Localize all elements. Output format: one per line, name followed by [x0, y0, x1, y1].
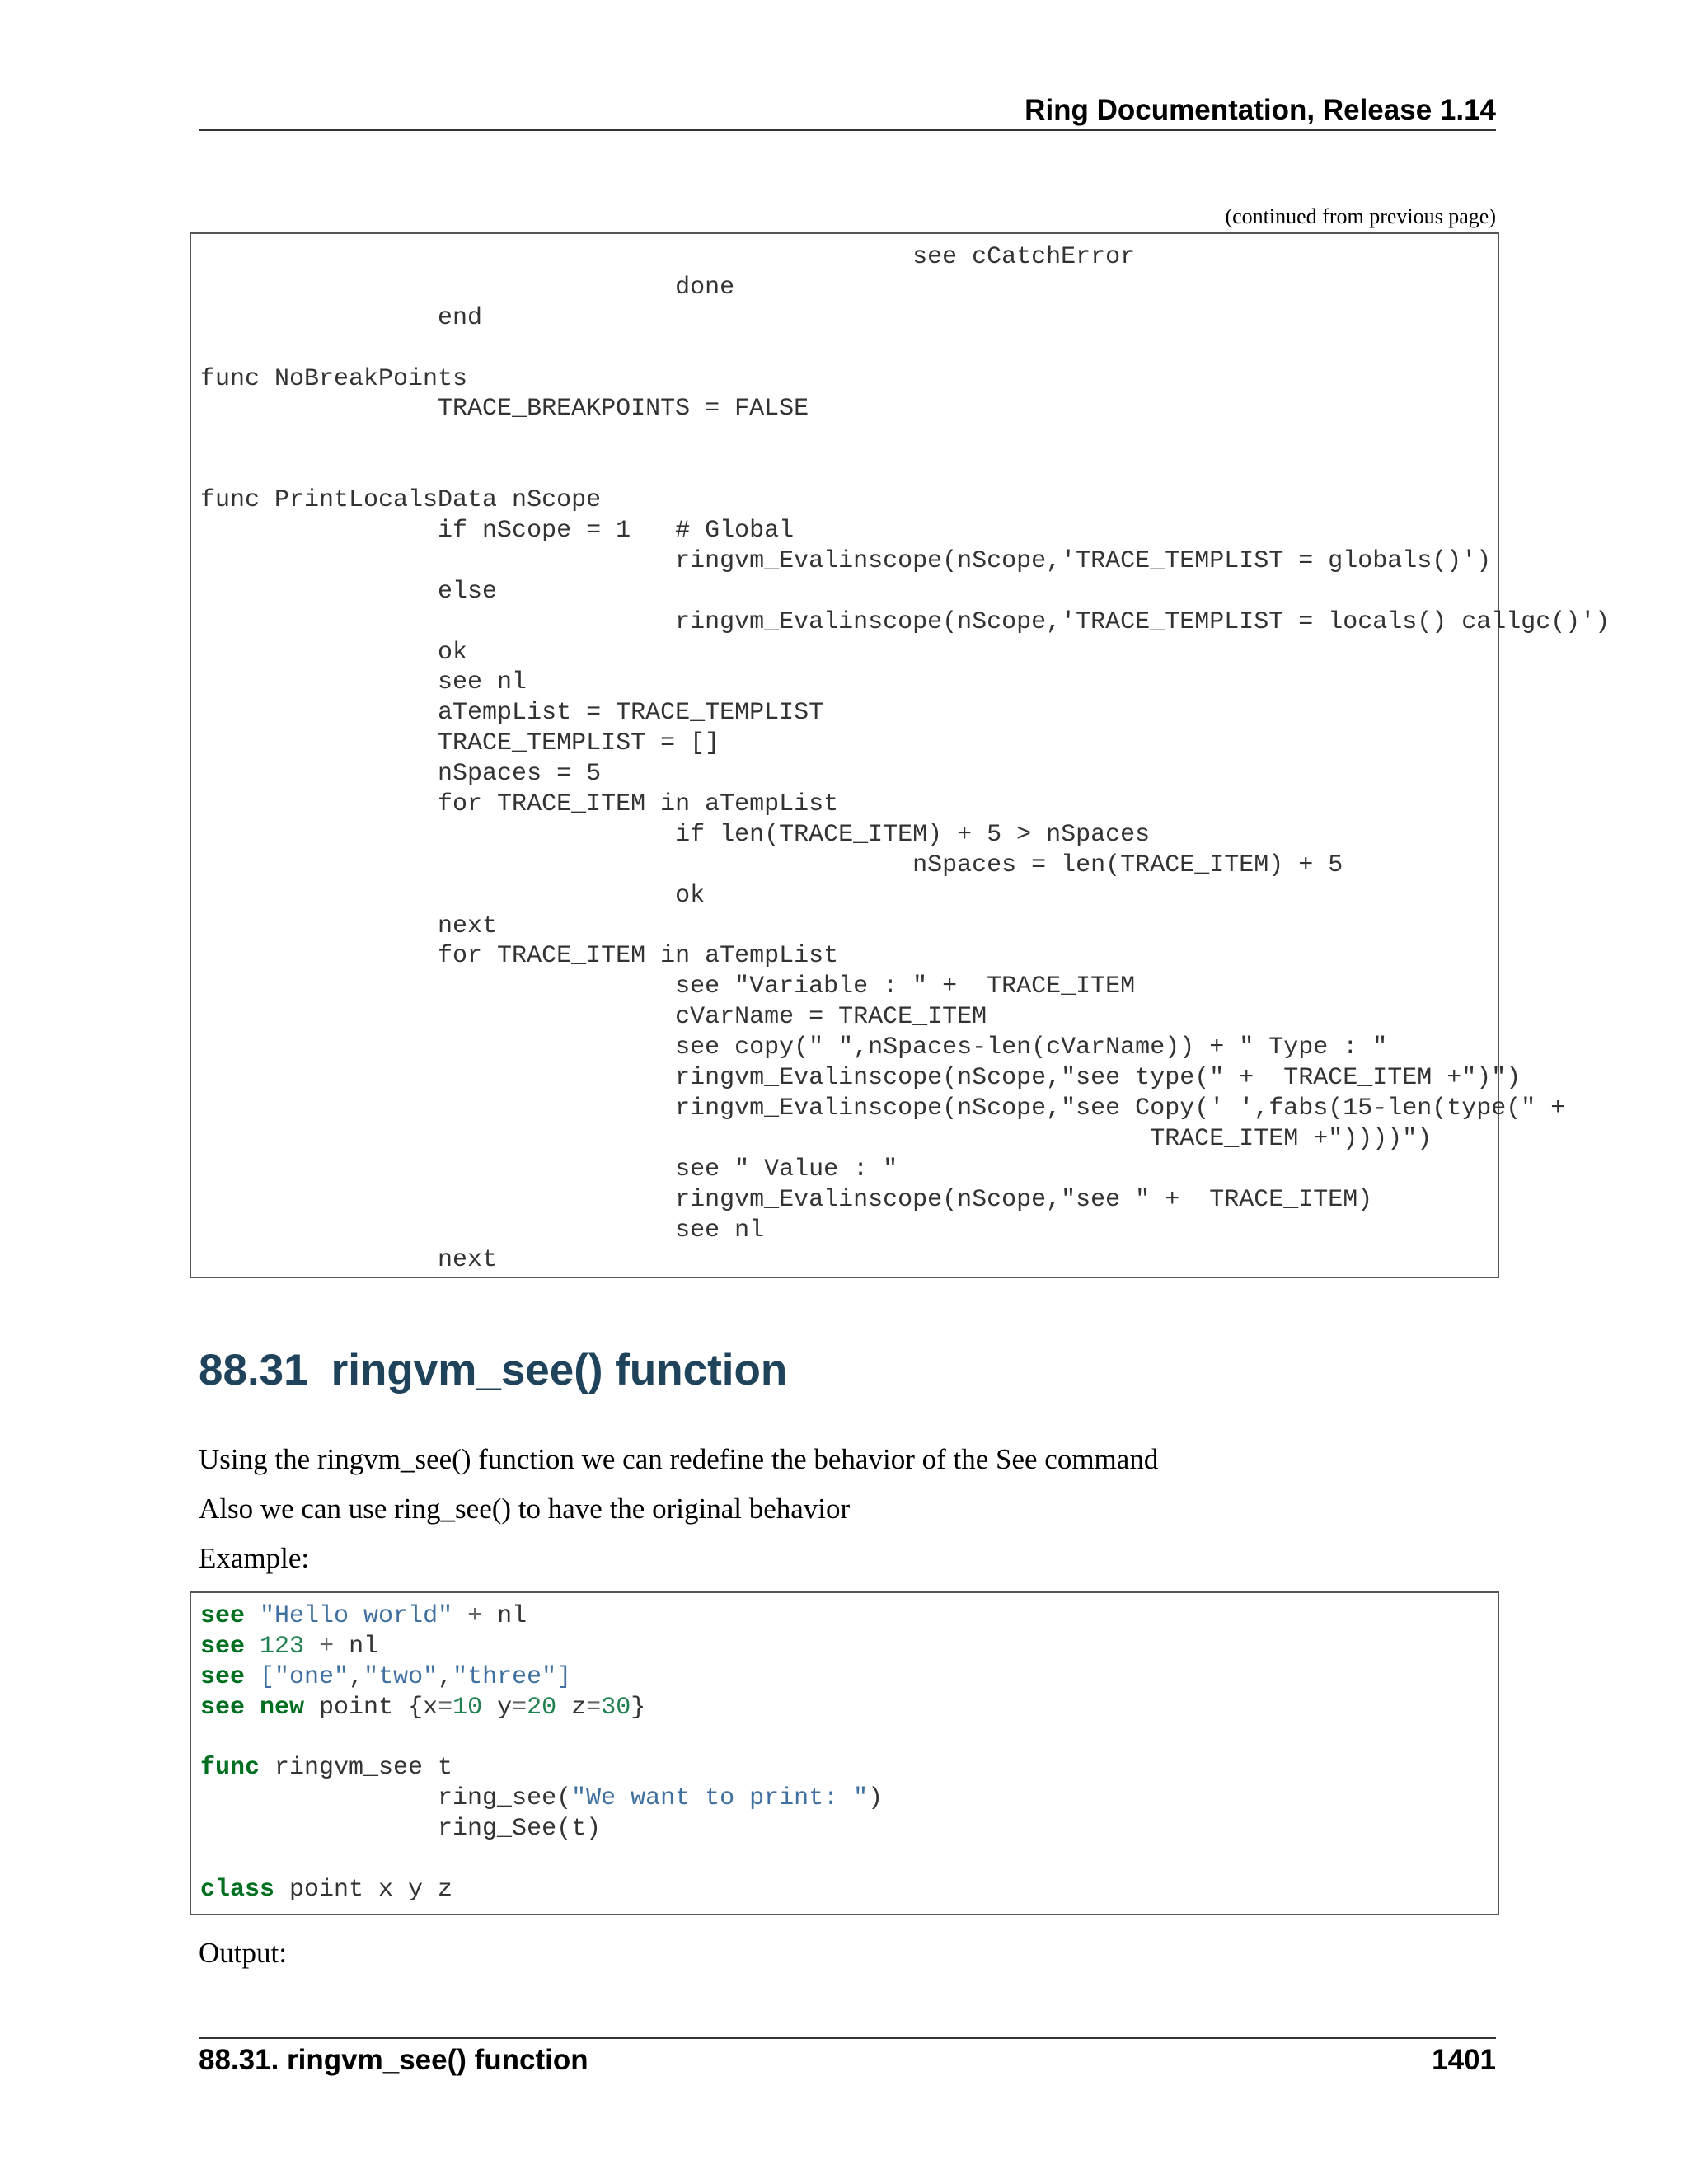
- code-token: "We want to print: ": [571, 1784, 869, 1813]
- code-token: "three": [452, 1662, 557, 1691]
- code-text: [191, 1601, 1498, 1905]
- footer-section-label: 88.31. ringvm_see() function: [199, 2044, 588, 2076]
- code-token: 30: [601, 1693, 631, 1722]
- code-line: func NoBreakPoints: [200, 364, 468, 393]
- paragraph-ring-see: Also we can use ring_see() to have the original behavior: [199, 1493, 851, 1525]
- code-line: see nl: [200, 668, 528, 697]
- code-token: y: [482, 1693, 513, 1722]
- code-line: nSpaces = 5: [200, 760, 602, 789]
- code-token: +: [467, 1602, 483, 1630]
- code-block-trace-library: [190, 232, 1611, 1278]
- code-line: see "Variable : " + TRACE_ITEM: [200, 972, 1136, 1001]
- code-token: [245, 1602, 260, 1630]
- code-line: [200, 1783, 1498, 1814]
- code-token: "one": [274, 1662, 349, 1691]
- code-token: class: [200, 1876, 275, 1905]
- code-token: see: [200, 1602, 246, 1630]
- code-line: else: [200, 577, 498, 606]
- code-line: end: [200, 303, 483, 332]
- code-line: func PrintLocalsData nScope: [200, 486, 602, 515]
- code-line: [200, 1662, 1498, 1693]
- code-token: new: [260, 1693, 305, 1722]
- code-token: z: [556, 1693, 587, 1722]
- code-line: ringvm_Evalinscope(nScope,"see " + TRACE_ITEM): [200, 1185, 1373, 1214]
- code-token: point {x: [304, 1693, 438, 1722]
- code-line: TRACE_TEMPLIST = []: [200, 729, 720, 758]
- code-token: ring_see(: [200, 1784, 572, 1813]
- code-token: see: [200, 1662, 246, 1691]
- code-line: ringvm_Evalinscope(nScope,'TRACE_TEMPLIST = globals()'): [200, 546, 1492, 575]
- code-line: nSpaces = len(TRACE_ITEM) + 5: [200, 851, 1343, 879]
- code-line: [200, 455, 1498, 485]
- code-token: "Hello world": [260, 1602, 453, 1630]
- code-line: [200, 1814, 1498, 1844]
- code-token: }: [631, 1693, 646, 1722]
- code-token: [: [260, 1662, 275, 1691]
- code-line: see " Value : ": [200, 1155, 898, 1183]
- code-line: [200, 334, 1498, 364]
- paragraph-output-label: Output:: [199, 1937, 287, 1969]
- code-token: =: [438, 1693, 453, 1722]
- code-line: for TRACE_ITEM in aTempList: [200, 942, 839, 971]
- code-line: ringvm_Evalinscope(nScope,"see type(" + TRACE_ITEM +")"): [200, 1064, 1522, 1093]
- code-line: if nScope = 1 # Global: [200, 517, 795, 546]
- code-line: cVarName = TRACE_ITEM: [200, 1003, 987, 1032]
- code-line: [200, 424, 1498, 455]
- code-token: +: [319, 1632, 335, 1661]
- code-block-example: [190, 1591, 1499, 1915]
- running-header: Ring Documentation, Release 1.14: [1025, 94, 1496, 126]
- code-token: [452, 1602, 467, 1630]
- code-token: point x y z: [274, 1876, 453, 1905]
- code-line: if len(TRACE_ITEM) + 5 > nSpaces: [200, 820, 1151, 849]
- code-line: ok: [200, 638, 468, 667]
- footer-page-number: 1401: [1432, 2044, 1496, 2076]
- code-token: see: [200, 1693, 246, 1722]
- code-token: [245, 1633, 260, 1661]
- footer-divider: [199, 2037, 1496, 2039]
- section-title: ringvm_see() function: [331, 1346, 788, 1394]
- code-line: TRACE_BREAKPOINTS = FALSE: [200, 395, 809, 424]
- code-line: ringvm_Evalinscope(nScope,'TRACE_TEMPLIST = locals() callgc()'): [200, 607, 1611, 636]
- code-line: see copy(" ",nSpaces-len(cVarName)) + " Type : ": [200, 1033, 1388, 1062]
- code-token: ): [868, 1784, 884, 1813]
- code-line: see nl: [200, 1216, 765, 1244]
- code-line: [200, 1632, 1498, 1662]
- code-token: [245, 1694, 260, 1722]
- code-token: ring_See(t): [200, 1815, 602, 1844]
- code-text: [191, 242, 1611, 1276]
- code-token: ringvm_see t: [260, 1754, 453, 1783]
- code-token: [304, 1633, 319, 1661]
- code-token: nl: [334, 1632, 379, 1661]
- code-token: ]: [556, 1662, 572, 1691]
- code-line: done: [200, 273, 735, 302]
- code-token: =: [512, 1693, 528, 1722]
- continued-note: (continued from previous page): [1225, 204, 1496, 228]
- code-line: [200, 1753, 1498, 1783]
- code-line: aTempList = TRACE_TEMPLIST: [200, 699, 824, 728]
- code-token: [245, 1663, 260, 1691]
- code-token: 123: [260, 1632, 305, 1661]
- code-line: see cCatchError: [200, 243, 1136, 271]
- code-line: [200, 1693, 1498, 1723]
- code-line: next: [200, 1246, 498, 1275]
- paragraph-example-label: Example:: [199, 1542, 310, 1574]
- section-number: 88.31: [199, 1346, 308, 1394]
- code-token: see: [200, 1632, 246, 1661]
- code-token: nl: [482, 1602, 528, 1630]
- code-line: [200, 1875, 1498, 1905]
- code-token: ,: [349, 1662, 364, 1691]
- section-heading: [199, 1343, 787, 1398]
- code-line: for TRACE_ITEM in aTempList: [200, 790, 839, 819]
- code-line: [200, 1601, 1498, 1632]
- code-line: [200, 1723, 1498, 1754]
- code-token: =: [586, 1693, 602, 1722]
- code-line: [200, 1844, 1498, 1875]
- code-line: next: [200, 912, 498, 940]
- header-divider: [199, 129, 1496, 131]
- paragraph-intro: Using the ringvm_see() function we can redefine the behavior of the See command: [199, 1443, 1159, 1475]
- code-token: func: [200, 1754, 260, 1783]
- code-token: "two": [363, 1662, 438, 1691]
- code-line: ok: [200, 881, 706, 910]
- code-line: TRACE_ITEM +"))))"): [200, 1124, 1432, 1153]
- code-token: ,: [438, 1662, 453, 1691]
- code-line: ringvm_Evalinscope(nScope,"see Copy(' ',fabs(15-len(type(" +: [200, 1094, 1566, 1122]
- code-token: 10: [452, 1693, 483, 1722]
- code-token: 20: [527, 1693, 557, 1722]
